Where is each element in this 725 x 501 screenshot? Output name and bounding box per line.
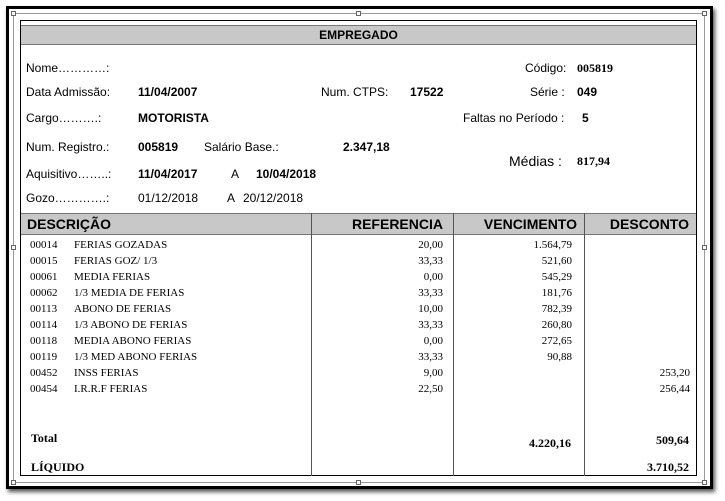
row-code: 00062: [30, 287, 58, 299]
salario-value: 2.347,18: [343, 140, 390, 154]
salario-label: Salário Base.:: [204, 140, 279, 154]
table-row: [21, 319, 696, 335]
aquisitivo-end: 10/04/2018: [256, 167, 317, 181]
serie-label: Série :: [530, 85, 565, 99]
faltas-value: 5: [582, 111, 589, 125]
row-description: MEDIA FERIAS: [74, 271, 151, 283]
row-referencia: 0,00: [423, 271, 443, 283]
row-code: 00015: [30, 255, 58, 267]
resize-handle-left[interactable]: [11, 245, 16, 250]
resize-handle-bottom[interactable]: [356, 480, 361, 485]
resize-handle-top-right[interactable]: [702, 11, 707, 16]
row-description: I.R.R.F FERIAS: [74, 383, 148, 395]
aquisitivo-start: 11/04/2017: [138, 167, 198, 181]
row-vencimento: 272,65: [541, 335, 572, 347]
row-referencia: 10,00: [418, 303, 443, 315]
medias-label: Médias :: [509, 153, 562, 169]
admissao-label: Data Admissão:: [26, 85, 111, 99]
cargo-label: Cargo……….:: [26, 111, 102, 125]
row-description: 1/3 MED ABONO FERIAS: [74, 351, 198, 363]
row-description: ABONO DE FERIAS: [74, 303, 172, 315]
table-row: [21, 239, 696, 255]
column-header-desconto: DESCONTO: [609, 216, 689, 232]
codigo-value: 005819: [577, 61, 613, 75]
ctps-value: 17522: [410, 85, 444, 99]
table-header: [21, 213, 696, 235]
row-referencia: 9,00: [423, 367, 443, 379]
row-code: 00119: [30, 351, 58, 363]
resize-handle-bottom-right[interactable]: [702, 480, 707, 485]
total-vencimento: 4.220,16: [529, 436, 571, 450]
row-vencimento: 260,80: [541, 319, 572, 331]
resize-handle-right[interactable]: [702, 245, 707, 250]
row-vencimento: 90,88: [547, 351, 572, 363]
ctps-label: Num. CTPS:: [321, 85, 389, 99]
total-desconto: 509,64: [656, 433, 689, 447]
gozo-end: 20/12/2018: [243, 191, 304, 205]
column-header-descricao: DESCRIÇÃO: [27, 216, 112, 232]
row-description: FERIAS GOZADAS: [74, 239, 168, 251]
column-header-referencia: REFERENCIA: [351, 216, 443, 232]
resize-handle-bottom-left[interactable]: [11, 480, 16, 485]
registro-value: 005819: [138, 140, 179, 154]
table-row: [21, 383, 696, 399]
payslip-document: [20, 20, 697, 476]
admissao-value: 11/04/2007: [138, 85, 198, 99]
row-code: 00118: [30, 335, 58, 347]
table-row: [21, 255, 696, 271]
row-desconto: 256,44: [659, 383, 690, 395]
registro-label: Num. Registro.:: [26, 140, 110, 154]
row-desconto: 253,20: [659, 367, 690, 379]
codigo-label: Código:: [525, 61, 567, 75]
aquisitivo-separator: A: [231, 167, 240, 181]
gozo-label: Gozo………….:: [26, 191, 110, 205]
resize-handle-top-left[interactable]: [11, 11, 16, 16]
table-row: [21, 271, 696, 287]
row-vencimento: 181,76: [541, 287, 572, 299]
medias-value: 817,94: [577, 154, 610, 168]
row-referencia: 22,50: [418, 383, 443, 395]
column-header-vencimento: VENCIMENTO: [483, 216, 577, 232]
row-description: MEDIA ABONO FERIAS: [74, 335, 192, 347]
row-referencia: 33,33: [418, 319, 443, 331]
row-referencia: 20,00: [418, 239, 443, 251]
row-description: 1/3 ABONO DE FERIAS: [74, 319, 188, 331]
table-row: [21, 335, 696, 351]
row-code: 00014: [30, 239, 58, 251]
nome-label: Nome…………:: [26, 61, 110, 75]
aquisitivo-label: Aquisitivo……..:: [26, 167, 112, 181]
row-vencimento: 545,29: [541, 271, 572, 283]
total-label: Total: [31, 431, 58, 445]
serie-value: 049: [577, 85, 598, 99]
row-description: INSS FERIAS: [74, 367, 139, 379]
row-code: 00452: [30, 367, 58, 379]
gozo-separator: A: [227, 191, 236, 205]
row-vencimento: 1.564,79: [533, 239, 572, 251]
row-vencimento: 521,60: [541, 255, 572, 267]
row-description: 1/3 MEDIA DE FERIAS: [74, 287, 185, 299]
liquido-value: 3.710,52: [647, 460, 689, 474]
total-row: [21, 431, 696, 450]
row-code: 00113: [30, 303, 58, 315]
resize-handle-top[interactable]: [356, 11, 361, 16]
table-row: [21, 367, 696, 383]
cargo-value: MOTORISTA: [138, 111, 209, 125]
row-code: 00061: [30, 271, 58, 283]
row-referencia: 33,33: [418, 287, 443, 299]
liquido-label: LÍQUIDO: [31, 460, 85, 474]
table-row: [21, 351, 696, 367]
gozo-start: 01/12/2018: [138, 191, 199, 205]
table-row: [21, 287, 696, 303]
row-description: FERIAS GOZ/ 1/3: [74, 255, 158, 267]
table-row: [21, 303, 696, 319]
row-code: 00454: [30, 383, 58, 395]
row-referencia: 33,33: [418, 255, 443, 267]
earnings-table: [21, 213, 696, 476]
row-vencimento: 782,39: [541, 303, 572, 315]
liquido-row: [21, 460, 696, 476]
row-code: 00114: [30, 319, 58, 331]
row-referencia: 33,33: [418, 351, 443, 363]
section-title: EMPREGADO: [21, 25, 696, 45]
faltas-label: Faltas no Período :: [463, 111, 565, 125]
row-referencia: 0,00: [423, 335, 443, 347]
